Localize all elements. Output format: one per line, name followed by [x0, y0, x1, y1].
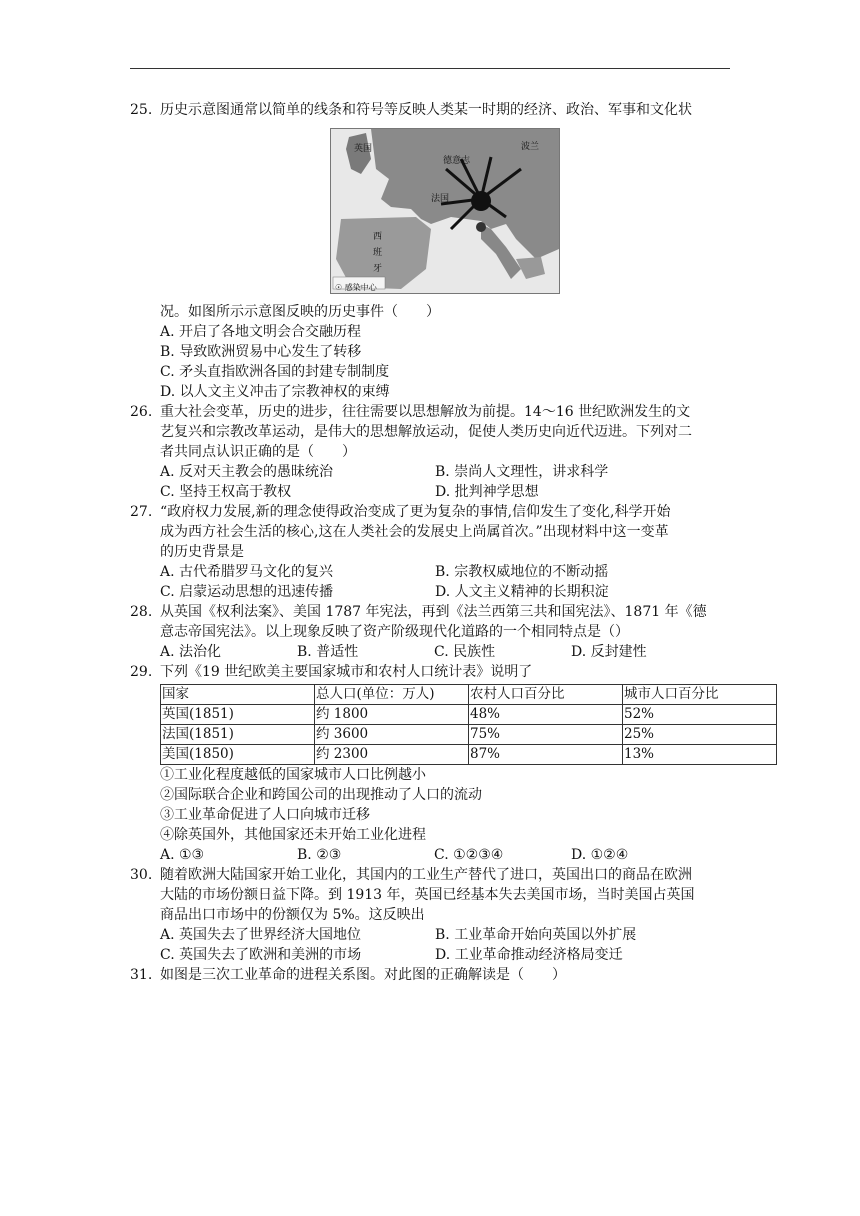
option-b[interactable]: B. ②③	[297, 847, 342, 863]
question-30	[130, 865, 730, 965]
option-c[interactable]: C. ①②③④	[434, 847, 504, 863]
question-number: 28.	[130, 604, 153, 620]
exam-page	[130, 100, 730, 985]
question-stem: 重大社会变革，历史的进步，往往需要以思想解放为前提。14～16 世纪欧洲发生的文	[160, 404, 691, 420]
question-stem-cont: 况。如图所示示意图反映的历史事件（ ）	[160, 304, 440, 320]
option-d[interactable]: D. 以人文主义冲击了宗教神权的束缚	[160, 384, 390, 400]
option-a[interactable]: A. 开启了各地文明会合交融历程	[160, 324, 362, 340]
question-26	[130, 402, 730, 502]
question-stem: 的历史背景是	[160, 544, 244, 560]
question-number: 26.	[130, 404, 153, 420]
question-28	[130, 602, 730, 662]
table-cell: 法国(1851)	[161, 725, 315, 745]
option-c[interactable]: C. 民族性	[434, 644, 496, 660]
question-number: 25.	[130, 102, 153, 118]
table-cell: 约 1800	[315, 705, 469, 725]
question-stem: 艺复兴和宗教改革运动，是伟大的思想解放运动，促使人类历史向近代迈进。下列对二	[160, 424, 692, 440]
question-stem: 成为西方社会生活的核心,这在人类社会的发展史上尚属首次。”出现材料中这一变革	[160, 524, 669, 540]
table-header: 农村人口百分比	[469, 685, 623, 705]
question-stem: 大陆的市场份额日益下降。到 1913 年，英国已经基本失去美国市场，当时美国占英国	[160, 887, 695, 903]
option-b[interactable]: B. 普适性	[297, 644, 359, 660]
map-legend: ☉ 感染中心	[335, 283, 377, 292]
option-d[interactable]: D. ①②④	[571, 847, 629, 863]
map-label: 法国	[431, 194, 450, 204]
option-c[interactable]: C. 英国失去了欧洲和美洲的市场	[160, 947, 362, 963]
table-header: 总人口(单位：万人)	[315, 685, 469, 705]
table-row	[161, 705, 777, 725]
question-stem: 随着欧洲大陆国家开始工业化，其国内的工业生产替代了进口，英国出口的商品在欧洲	[160, 867, 692, 883]
question-stem: 商品出口市场中的份额仅为 5%。这反映出	[160, 907, 425, 923]
table-header: 国家	[161, 685, 315, 705]
question-31	[130, 965, 730, 985]
question-25	[130, 100, 730, 402]
question-stem: 历史示意图通常以简单的线条和符号等反映人类某一时期的经济、政治、军事和文化状	[160, 102, 692, 118]
option-c[interactable]: C. 坚持王权高于教权	[160, 484, 292, 500]
question-27	[130, 502, 730, 602]
table-cell: 48%	[469, 705, 623, 725]
header-rule	[130, 68, 730, 69]
question-stem: 下列《19 世纪欧美主要国家城市和农村人口统计表》说明了	[160, 664, 533, 680]
option-d[interactable]: D. 人文主义精神的长期积淀	[435, 584, 609, 600]
option-a[interactable]: A. 古代希腊罗马文化的复兴	[160, 564, 334, 580]
option-b[interactable]: B. 工业革命开始向英国以外扩展	[435, 927, 637, 943]
table-row	[161, 725, 777, 745]
question-number: 27.	[130, 504, 153, 520]
map-label: 英国	[354, 144, 373, 154]
question-number: 30.	[130, 867, 153, 883]
table-row	[161, 745, 777, 765]
statement-4: ④除英国外，其他国家还未开始工业化进程	[160, 827, 426, 843]
option-a[interactable]: A. 反对天主教会的愚昧统治	[160, 464, 334, 480]
question-number: 31.	[130, 967, 153, 983]
table-header-row	[161, 685, 777, 705]
statement-2: ②国际联合企业和跨国公司的出现推动了人口的流动	[160, 787, 482, 803]
table-cell: 52%	[623, 705, 777, 725]
map-label: 德意志	[443, 156, 471, 166]
map-label: 西班牙	[373, 232, 383, 274]
statement-3: ③工业革命促进了人口向城市迁移	[160, 807, 370, 823]
option-d[interactable]: D. 工业革命推动经济格局变迁	[435, 947, 623, 963]
option-d[interactable]: D. 反封建性	[571, 644, 647, 660]
table-cell: 约 3600	[315, 725, 469, 745]
question-stem: 者共同点认识正确的是（ ）	[160, 444, 356, 460]
statement-1: ①工业化程度越低的国家城市人口比例越小	[160, 767, 426, 783]
question-stem: 意志帝国宪法》。以上现象反映了资产阶级现代化道路的一个相同特点是（）	[160, 624, 629, 640]
table-cell: 75%	[469, 725, 623, 745]
table-header: 城市人口百分比	[623, 685, 777, 705]
europe-map-image	[330, 128, 560, 294]
option-b[interactable]: B. 崇尚人文理性，讲求科学	[435, 464, 609, 480]
table-cell: 美国(1850)	[161, 745, 315, 765]
question-29	[130, 662, 730, 865]
question-stem: 如图是三次工业革命的进程关系图。对此图的正确解读是（ ）	[160, 967, 566, 983]
table-cell: 英国(1851)	[161, 705, 315, 725]
question-number: 29.	[130, 664, 153, 680]
option-a[interactable]: A. 法治化	[160, 644, 222, 660]
option-a[interactable]: A. ①③	[160, 847, 205, 863]
table-cell: 87%	[469, 745, 623, 765]
option-b[interactable]: B. 导致欧洲贸易中心发生了转移	[160, 344, 362, 360]
option-b[interactable]: B. 宗教权威地位的不断动摇	[435, 564, 609, 580]
option-d[interactable]: D. 批判神学思想	[435, 484, 539, 500]
table-cell: 约 2300	[315, 745, 469, 765]
option-c[interactable]: C. 矛头直指欧洲各国的封建专制制度	[160, 364, 390, 380]
table-cell: 25%	[623, 725, 777, 745]
option-a[interactable]: A. 英国失去了世界经济大国地位	[160, 927, 362, 943]
option-c[interactable]: C. 启蒙运动思想的迅速传播	[160, 584, 334, 600]
table-cell: 13%	[623, 745, 777, 765]
question-stem: 从英国《权利法案》、美国 1787 年宪法，再到《法兰西第三共和国宪法》、1871 年《德	[160, 604, 707, 620]
map-label: 波兰	[521, 142, 540, 152]
population-table	[160, 684, 777, 765]
question-stem: “政府权力发展,新的理念使得政治变成了更为复杂的事情,信仰发生了变化,科学开始	[160, 504, 671, 520]
